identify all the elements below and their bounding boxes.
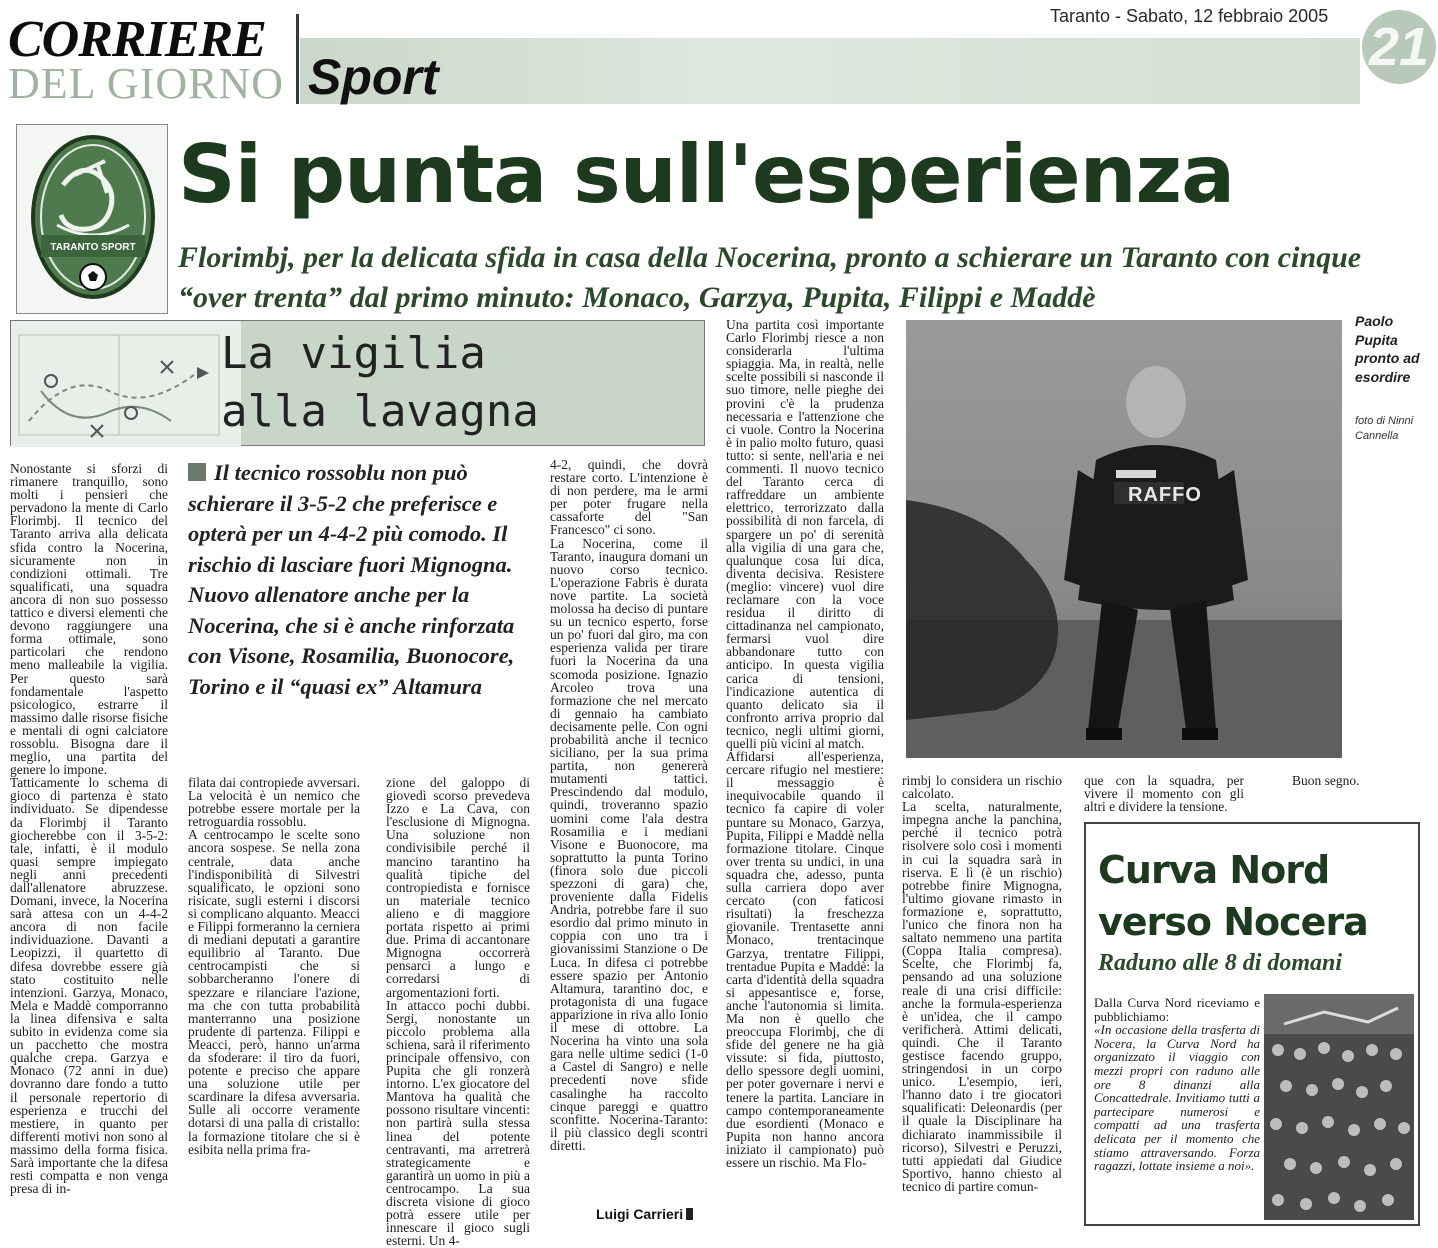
photo-credit: foto di Ninni Cannella bbox=[1355, 415, 1414, 442]
sidebar-box bbox=[1084, 822, 1420, 1226]
jersey-sponsor-text: RAFFO bbox=[1128, 484, 1202, 506]
paragraph: rimbj lo considera un rischio calcolato. bbox=[902, 773, 1062, 802]
player-figure-icon bbox=[906, 320, 1342, 758]
sidebar-body bbox=[1094, 996, 1260, 1224]
dateline: Taranto - Sabato, 12 febbraio 2005 bbox=[1050, 6, 1329, 26]
player-photo bbox=[906, 320, 1342, 758]
page-number-badge: 21 bbox=[1362, 10, 1436, 84]
article-column-7 bbox=[1084, 774, 1244, 818]
sidebar-title-line2: verso Nocera bbox=[1098, 900, 1368, 944]
club-crest-label: TARANTO SPORT bbox=[50, 242, 136, 253]
newspaper-logo-line1: CORRIERE bbox=[8, 11, 266, 68]
deck-text: Il tecnico rossoblu non può schierare il 3-5-2 che preferisce e opterà per un 4-4-2 più comodo. Il rischio di lasciare fuori Mignogna. Nuovo allenatore anche per la Nocerina, che si è anche rinforzata con Visone, Rosamilia, Buonocore, Torino e il “quasi ex” Altamura bbox=[188, 460, 515, 699]
sidebar-quote: «In occasione della trasferta di Nocera, la Curva Nord ha organizzato il viaggio con mezzi propri con raduno alle ore 8 dinanzi alla Concattedrale. Invitiamo tutti a partecipare numerosi e compatti ad una trasferta delicata per il momento che stiamo attraversando. Forza ragazzi, lottate insieme a noi». bbox=[1094, 1022, 1260, 1174]
subheadline: Florimbj, per la delicata sfida in casa della Nocerina, pronto a schierare un Taranto con cinque “over trenta” dal primo minuto: Monaco, Garzya, Pupita, Filippi e Maddè bbox=[178, 241, 1362, 314]
section-title: Sport bbox=[308, 49, 439, 105]
end-mark-icon bbox=[686, 1208, 693, 1220]
kicker-title bbox=[221, 325, 539, 441]
sidebar-intro: Dalla Curva Nord riceviamo e pubblichiamo: bbox=[1094, 995, 1260, 1024]
paragraph: La Nocerina, come il Taranto, inaugura domani un nuovo corso tecnico. L'operazione Fabris è durata nove partite. La società molossa ha deciso di puntare su un tecnico esperto, forse un po' fuori dal giro, ma con esperienza valida per tirare fuori la Nocerina da una scomoda posizione. Ignazio Arcoleo trova una formazione che nel mercato di gennaio ha cambiato decisamente pelle. Con ogni probabilità anche il tecnico siciliano, per la sua prima partita, non genererà mutamenti tattici. Prescindendo dal modulo, quindi, troveranno spazio uomini come l'ala destra Rosamilia e i mediani Visone e Buonocore, ma soprattutto la punta Torino (finora solo due piccoli spezzoni di gara) che, proveniente dalla Fidelis Andria, potrebbe fare il suo esordio dal primo minuto in coppia con uno tra i giovanissimi Stanzione o De Luca. In difesa ci potrebbe essere spazio per Antonio Altamura, tarantino doc, e protagonista di una fugace apparizione in riva allo Ionio il mese di ottobre. La Nocerina ha vinto una sola gara nelle ultime sedici (1-0 a Castel di Sangro) e nelle precedenti nove sfide casalinghe ha raccolto cinque pareggi e quattro sconfitte. Nocerina-Taranto: il più classico degli scontri diretti. bbox=[550, 535, 708, 1153]
crowd-image-icon bbox=[1264, 994, 1414, 1220]
bullet-square-icon bbox=[188, 463, 206, 481]
paragraph: zione del galoppo di giovedì scorso prevedeva Izzo e La Cava, con l'esclusione di Mignogna. Una soluzione non condivisibile perché il mancino tarantino ha qualità tipiche del contropiedista e fornisce un materiale tecnico alieno e di maggiore portata rispetto ai primi due. Prima di accantonare Mignogna occorrerà pensarci a lungo e corredarsi di argomentazioni forti. bbox=[386, 775, 530, 1000]
byline bbox=[596, 1206, 693, 1222]
kicker-box bbox=[10, 320, 705, 446]
sidebar-subtitle: Raduno alle 8 di domani bbox=[1098, 950, 1343, 976]
kicker-line1: La vigilia bbox=[221, 328, 486, 379]
article-column-2 bbox=[188, 776, 360, 1232]
paragraph: In attacco pochi dubbi. Sergi, nonostante un piccolo problema alla schiena, sarà il riferimento principale offensivo, con Pupita che gli ronzerà intorno. L'ex giocatore del Mantova ha qualità che possono risultare vincenti: non partirà sulla stessa linea del potente centravanti, ma arretrerà strategicamente e garantirà un uomo in più a centrocampo. La sua discreta visione di gioco potrà essere utile per innescare il gioco sugli esterni. Un 4- bbox=[386, 997, 530, 1248]
paragraph: Buon segno. bbox=[1292, 773, 1360, 788]
paragraph: Nonostante si sforzi di rimanere tranquillo, sono molti i pensieri che pervadono la mente di Carlo Florimbj. Il tecnico del Taranto arriva alla delicata sfida contro la Nocerina, sicuramente non in condizioni ottimali. Tre squalificati, una squadra ancora di non suo possesso tattico e diversi elementi che devono raggiungere una forma ottimale, sono particolari che rendono meno malleabile la vigilia. Per questo sarà fondamentale l'aspetto psicologico, estrarre il massimo dalle risorse fisiche e mentali di ogni calciatore rossoblu. Bisogna dare il meglio, una partita del genere lo impone. bbox=[10, 461, 168, 778]
sidebar-title bbox=[1098, 844, 1418, 948]
masthead-band bbox=[300, 38, 1360, 104]
article-column-1 bbox=[10, 462, 168, 1232]
article-column-8 bbox=[1292, 774, 1392, 794]
masthead-divider bbox=[296, 14, 299, 104]
masthead bbox=[0, 0, 1438, 110]
photo-caption: Paolo Pupita pronto ad esordire bbox=[1355, 313, 1420, 385]
newspaper-logo-line2: DEL GIORNO bbox=[8, 59, 284, 108]
article-deck bbox=[188, 458, 538, 768]
paragraph: 4-2, quindi, che dovrà restare corto. L'intenzione è di non perdere, ma le armi per poter frugare nella cassaforte del "San Francesco" ci sono. bbox=[550, 457, 708, 538]
headline: Si punta sull'esperienza bbox=[178, 128, 1235, 221]
article-column-6 bbox=[902, 774, 1062, 1232]
paragraph: La scelta, naturalmente, impegna anche la panchina, perché il tecnico potrà risolvere solo così i momenti in cui la squadra sarà in riserva. E lì (è un rischio) potrebbe finire Mignogna, l'ultimo giovane rimasto in formazione e, soprattutto, l'unico che finora non ha saltato nemmeno una partita (Coppa Italia compresa). Scelte, che Florimbj fa, pensando ad una soluzione reale di una crisi difficile: anche la formula-esperienza è un'idea, che il campo verificherà. Attimi delicati, quindi. Che il Taranto gestisce facendo gruppo, stringendosi in un corpo unico. L'esempio, ieri, l'hanno dato i tre giocatori squalificati: Deleonardis (per il quale la Disciplinare ha dichiarato inammissibile il ricorso), Silvestri e Peruzzi, tutti appiedati dal Giudice Sportivo, hanno chiesto al tecnico di partire comun- bbox=[902, 799, 1062, 1194]
paragraph: que con la squadra, per vivere il momento con gli altri e dividere la tensione. bbox=[1084, 773, 1244, 815]
fans-photo bbox=[1264, 994, 1414, 1220]
article-column-4 bbox=[550, 458, 708, 1214]
paragraph: A centrocampo le scelte sono ancora sospese. Se nella zona centrale, data anche l'indisponibilità di Silvestri squalificato, le opzioni sono risicate, sugli esterni i discorsi si complicano alquanto. Meacci e Filippi formeranno la cerniera di mediani deputati a garantire equilibrio al Taranto. Due centrocampisti che si sobbarcheranno l'onere di spezzare e rilanciare l'azione, ma che con tutta probabilità manterranno una posizione prudente di partenza. Filippi e Meacci, però, hanno un'arma da sfoderare: il tiro da fuori, potente e preciso che appare una soluzione utile per scardinare la difesa avversaria. Sulle ali occorre veramente dotarsi di una palla di cristallo: la formazione titolare che si è esibita nella prima fra- bbox=[188, 827, 360, 1157]
paragraph: Affidarsi all'esperienza, cercare rifugio nel mestiere: il messaggio è inequivocabile quando il tecnico fa capire di voler puntare su Monaco, Garzya, Pupita, Filippi e Maddè nella formazione titolare. Cinque over trenta su undici, in una squadra che, adesso, punta sulla carriera dopo aver cercato (con faticosi risultati) la freschezza giovanile. Trentasette anni Monaco, trentacinque Garzya, trentatre Filippi, trentadue Pupita e Maddè: la carta d'identità della squadra si appesantisce e, forse, anche l'autonomia si limita. Ma non è quello che preoccupa Florimbj, che di sfide del genere ne ha già vissute: si fida, piuttosto, dello spessore degli uomini, per poter governare i nervi e tenere la partita. Lanciare in campo contemporaneamente due esordienti (Monaco e Pupita non hanno ancora iniziato il campionato) può essere un rischio. Ma Flo- bbox=[726, 749, 884, 1170]
kicker-line2: alla lavagna bbox=[221, 386, 539, 437]
tactics-diagram-icon bbox=[11, 321, 241, 447]
paragraph: Tatticamente lo schema di gioco di partenza è stato individuato. Se dipendesse da Florimbj il Taranto giocherebbe con il 3-5-2: tale, infatti, è il modulo quasi sempre impiegato negli anni precedenti dall'allenatore abruzzese. Domani, invece, la Nocerina sarà attesa con un 4-4-2 ancora di non facile individuazione. Davanti a Leopizzi, il quartetto di difesa dovrebbe essere già stato costituito nelle intenzioni. Garzya, Monaco, Mela e Maddè comporranno la linea difensiva e salta subito in evidenza come sia un pacchetto che mostra qualche crepa. Garzya e Monaco (72 anni in due) dovranno dare fondo a tutto il personale repertorio di esperienza e trucchi del mestiere, in quanto per differenti motivi non sono al massimo della forma fisica. Sarà importante che la difesa resti compatta e non venga presa di in- bbox=[10, 775, 168, 1197]
byline-author: Luigi Carrieri bbox=[596, 1206, 684, 1222]
sidebar-title-line1: Curva Nord bbox=[1098, 848, 1330, 892]
paragraph: filata dai contropiede avversari. La velocità è un nemico che potrebbe essere mortale per la retroguardia rossoblu. bbox=[188, 775, 360, 830]
paragraph: Una partita così importante Carlo Florimbj riesce a non considerarla l'ultima spiaggia. Ma, in realtà, nelle scelte possibili si nasconde il suo timore, nelle pieghe dei provini c'è la prudenza necessaria e l'attenzione che ci vuole. Contro la Nocerina è in palio molto futuro, quasi tutto: si sente, nell'aria e nei commenti. Il nuovo tecnico del Taranto cerca di raffreddare un ambiente elettrico, terrorizzato dalla possibilità di non farcela, di spargere un po' di serenità alla vigilia di una gara che, qualunque cosa lui dica, diventa decisiva. Resistere (meglio: vincere) vuol dire reclamare con la voce residua il diritto di cittadinanza nel campionato, fermarsi vuol dire abbandonare tutto con anticipo. In questa vigilia carica di tensioni, l'indicazione autentica di quanto delicato sia il confronto arriva proprio dal tecnico, negli ultimi giorni, quelli più vicini al match. bbox=[726, 317, 884, 751]
club-crest-icon bbox=[17, 125, 169, 315]
club-crest bbox=[16, 124, 168, 314]
article-column-5 bbox=[726, 318, 884, 1232]
article-column-3 bbox=[386, 775, 530, 1248]
chalkboard-diagram bbox=[11, 321, 241, 447]
